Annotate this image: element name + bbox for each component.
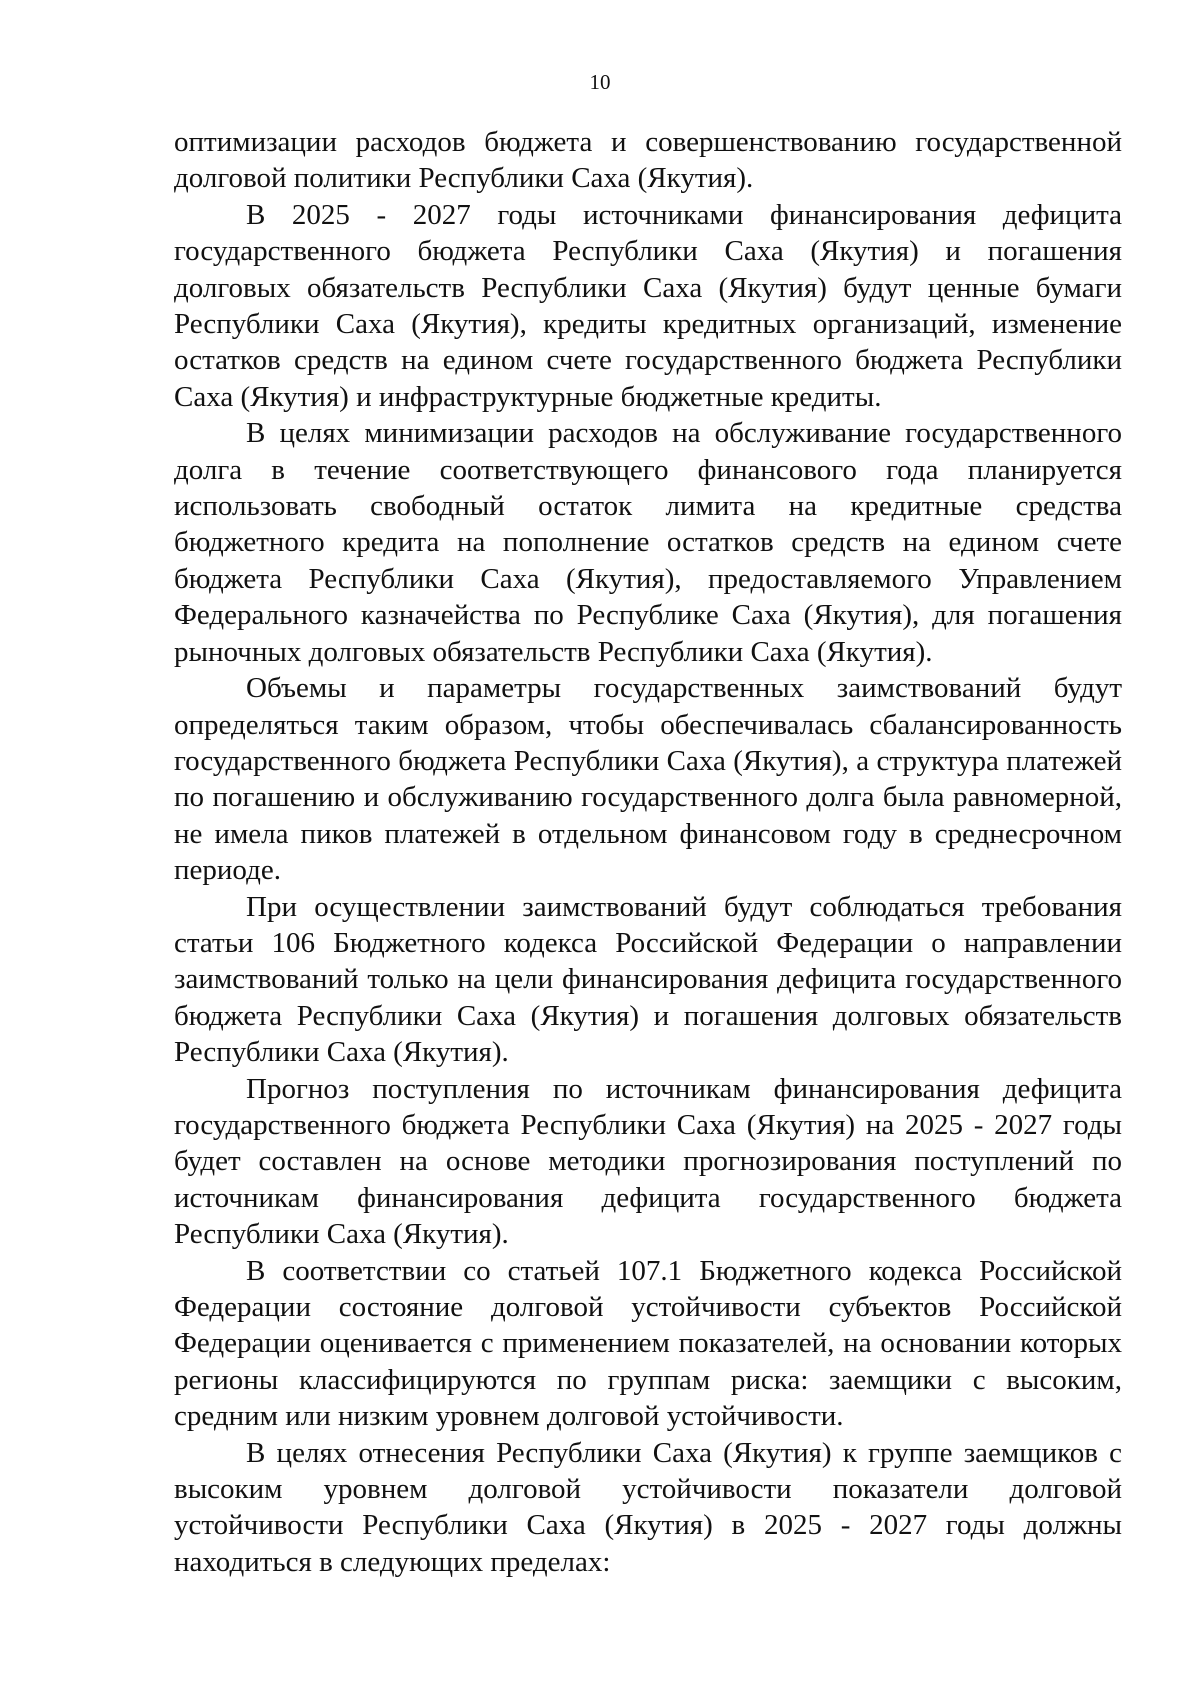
paragraph-6: Прогноз поступления по источникам финансирования дефицита государственного бюджета Республики Саха (Якутия) на 2025 - 2027 годы будет составлен на основе методики прогнозирования поступлений по источникам финансирования дефицита государственного бюджета Республики Саха (Якутия).: [174, 1072, 1122, 1251]
paragraph-8: В целях отнесения Республики Саха (Якутия) к группе заемщиков с высоким уровнем долговой устойчивости показатели долговой устойчивости Республики Саха (Якутия) в 2025 - 2027 годы должны находиться в следующих пределах:: [174, 1436, 1122, 1578]
paragraph-2: В 2025 - 2027 годы источниками финансирования дефицита государственного бюджета Республики Саха (Якутия) и погашения долговых обязательств Республики Саха (Якутия) будут ценные бумаги Республики Саха (Якутия), кредиты кредитных организаций, изменение остатков средств на едином счете государственного бюджета Республики Саха (Якутия) и инфраструктурные бюджетные кредиты.: [174, 198, 1122, 413]
paragraph-4: Объемы и параметры государственных заимствований будут определяться таким образом, чтобы обеспечивалась сбалансированность государственного бюджета Республики Саха (Якутия), а структура платежей по погашению и обслуживанию государственного долга была равномерной, не имела пиков платежей в отдельном финансовом году в среднесрочном периоде.: [174, 672, 1122, 887]
page-number: 10: [589, 70, 611, 94]
paragraph-1: оптимизации расходов бюджета и совершенствованию государственной долговой политики Республики Саха (Якутия).: [174, 126, 1122, 195]
document-body: [174, 124, 1122, 1580]
paragraph-5: При осуществлении заимствований будут соблюдаться требования статьи 106 Бюджетного кодекса Российской Федерации о направлении заимствований только на цели финансирования дефицита государственного бюджета Республики Саха (Якутия) и погашения долговых обязательств Республики Саха (Якутия).: [174, 890, 1122, 1069]
paragraph-3: В целях минимизации расходов на обслуживание государственного долга в течение соответствующего финансового года планируется использовать свободный остаток лимита на кредитные средства бюджетного кредита на пополнение остатков средств на едином счете бюджета Республики Саха (Якутия), предоставляемого Управлением Федерального казначейства по Республике Саха (Якутия), для погашения рыночных долговых обязательств Республики Саха (Якутия).: [174, 417, 1122, 668]
paragraph-7: В соответствии со статьей 107.1 Бюджетного кодекса Российской Федерации состояние долговой устойчивости субъектов Российской Федерации оценивается с применением показателей, на основании которых регионы классифицируются по группам риска: заемщики с высоким, средним или низким уровнем долговой устойчивости.: [174, 1254, 1122, 1433]
